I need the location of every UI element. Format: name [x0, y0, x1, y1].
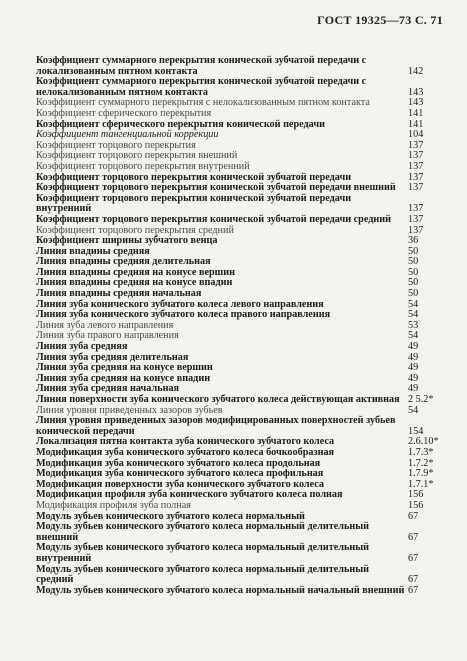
index-term: Линия впадины средняя на конусе впадин	[36, 277, 233, 289]
index-term: Модификация профиля зуба полная	[36, 499, 191, 511]
index-page-number: 143	[408, 97, 424, 109]
index-term: Коэффициент торцового перекрытия конической зубчатой передачи	[36, 171, 352, 183]
index-entry	[36, 565, 446, 586]
index-term: Коэффициент торцового перекрытия внутренний	[36, 160, 250, 172]
index-term: Линия зуба средняя делительная	[36, 351, 189, 363]
index-page-number: 49	[408, 362, 419, 374]
index-term: Коэффициент суммарного перекрытия с нелокализованным пятном контакта	[36, 97, 370, 109]
index-page-number: 2.6.10*	[408, 436, 439, 448]
index-term: Модификация зуба конического зубчатого колеса профильная	[36, 468, 324, 480]
index-page-number: 50	[408, 256, 419, 268]
index-term: Локализация пятна контакта зуба конического зубчатого колеса	[36, 436, 335, 448]
index-page-number: 137	[408, 182, 424, 194]
index-page-number: 54	[408, 309, 419, 321]
index-term: Модификация зуба конического зубчатого колеса продольная	[36, 457, 321, 469]
index-page-number: 67	[408, 574, 419, 586]
index-term: Линия уровня приведенных зазоров зубьев	[36, 404, 223, 416]
index-term: Линия уровня приведенных зазоров модифицированных поверхностей зубьев конической передачи	[36, 415, 396, 437]
index-entry	[36, 586, 446, 597]
index-term: Линия впадины средняя делительная	[36, 256, 211, 268]
index-term: Линия впадины средняя на конусе вершин	[36, 266, 236, 278]
index-page-number: 54	[408, 330, 419, 342]
index-term: Коэффициент торцового перекрытия конической зубчатой передачи внешний	[36, 182, 396, 194]
index-page-number: 137	[408, 203, 424, 215]
index-entry	[36, 56, 446, 77]
index-term: Модуль зубьев конического зубчатого колеса нормальный делительный средний	[36, 563, 370, 586]
index-entry	[36, 77, 446, 98]
index-page-number: 2 5.2*	[408, 394, 434, 405]
index-list	[36, 56, 446, 596]
index-term: Линия зуба средняя на конусе вершин	[36, 362, 213, 374]
index-term: Коэффициент сферического перекрытия	[36, 107, 212, 119]
index-term: Коэффициент торцового перекрытия	[36, 139, 196, 151]
index-term: Коэффициент торцового перекрытия внешний	[36, 150, 238, 162]
index-term: Модуль зубьев конического зубчатого колеса нормальный	[36, 510, 305, 522]
index-term: Линия зуба конического зубчатого колеса правого направления	[36, 309, 331, 321]
index-page-number: 49	[408, 351, 419, 363]
index-page-number: 1.7.9*	[408, 468, 434, 480]
index-term: Линия поверхности зуба конического зубчатого колеса действующая активная	[36, 394, 400, 405]
index-term: Линия впадины средняя	[36, 245, 150, 257]
index-entry	[36, 416, 446, 437]
index-page-number: 1.7.3*	[408, 446, 434, 458]
index-entry	[36, 543, 446, 564]
index-page-number: 143	[408, 86, 424, 98]
index-term: Коэффициент торцового перекрытия конической зубчатой передачи внутренний	[36, 192, 352, 215]
index-page-number: 137	[408, 171, 424, 183]
index-page-number: 137	[408, 139, 424, 151]
index-page-number: 156	[408, 489, 424, 501]
index-term: Модификация поверхности зуба конического зубчатого колеса	[36, 478, 325, 490]
index-page-number: 137	[408, 160, 424, 172]
index-entry	[36, 522, 446, 543]
index-page-number: 137	[408, 150, 424, 162]
index-page-number: 36	[408, 235, 419, 247]
index-page-number: 50	[408, 277, 419, 289]
index-term: Коэффициент суммарного перекрытия конической зубчатой передачи с локализованным пятном контакта	[36, 55, 367, 77]
index-term: Линия зуба конического зубчатого колеса левого направления	[36, 298, 324, 310]
index-page-number: 53	[408, 319, 419, 331]
index-page-number: 1.7.1*	[408, 478, 434, 490]
index-term: Линия зуба левого направления	[36, 319, 174, 331]
index-page-number: 137	[408, 224, 424, 236]
index-page-number: 50	[408, 288, 419, 300]
index-term: Линия зуба средняя на конусе впадин	[36, 372, 211, 384]
index-page-number: 49	[408, 372, 419, 384]
index-term: Модуль зубьев конического зубчатого колеса нормальный начальный внешний	[36, 584, 405, 596]
index-page-number: 142	[408, 65, 424, 77]
index-page-number: 141	[408, 107, 424, 119]
index-page-number: 54	[408, 298, 419, 310]
index-term: Коэффициент торцового перекрытия средний	[36, 224, 234, 236]
index-page-number: 67	[408, 510, 419, 522]
index-term: Коэффициент тангенциальной коррекции	[36, 129, 219, 141]
index-term: Коэффициент сферического перекрытия конической передачи	[36, 118, 325, 130]
index-page-number: 156	[408, 499, 424, 511]
index-page-number: 49	[408, 341, 419, 353]
index-term: Модуль зубьев конического зубчатого колеса нормальный делительный внутренний	[36, 542, 370, 564]
index-page-number: 154	[408, 425, 424, 437]
index-page-number: 141	[408, 118, 424, 130]
index-page-number: 67	[408, 552, 419, 564]
index-page-number: 67	[408, 531, 419, 543]
index-page-number: 50	[408, 266, 419, 278]
index-term: Коэффициент ширины зубчатого венца	[36, 235, 218, 247]
page-header: ГОСТ 19325—73 С. 71	[317, 13, 443, 27]
index-term: Линия зуба средняя начальная	[36, 383, 180, 395]
index-page-number: 49	[408, 383, 419, 395]
index-entry	[36, 194, 446, 215]
index-term: Линия впадины средняя начальная	[36, 288, 202, 300]
index-term: Линия зуба средняя	[36, 341, 128, 353]
index-page-number: 104	[408, 129, 424, 141]
index-term: Коэффициент торцового перекрытия конической зубчатой передачи средний	[36, 213, 391, 225]
index-term: Линия зуба правого направления	[36, 330, 179, 342]
index-term: Модуль зубьев конического зубчатого колеса нормальный делительный внешний	[36, 521, 370, 543]
index-term: Модификация зуба конического зубчатого колеса бочкообразная	[36, 446, 335, 458]
index-page-number: 137	[408, 213, 424, 225]
index-page-number: 50	[408, 245, 419, 257]
index-page-number: 1.7.2*	[408, 457, 434, 469]
index-page-number: 67	[408, 584, 419, 596]
index-page-number: 54	[408, 404, 419, 416]
index-term: Коэффициент суммарного перекрытия конической зубчатой передачи с нелокализованным пятном контакта	[36, 76, 367, 98]
index-term: Модификация профиля зуба конического зубчатого колеса полная	[36, 489, 343, 501]
